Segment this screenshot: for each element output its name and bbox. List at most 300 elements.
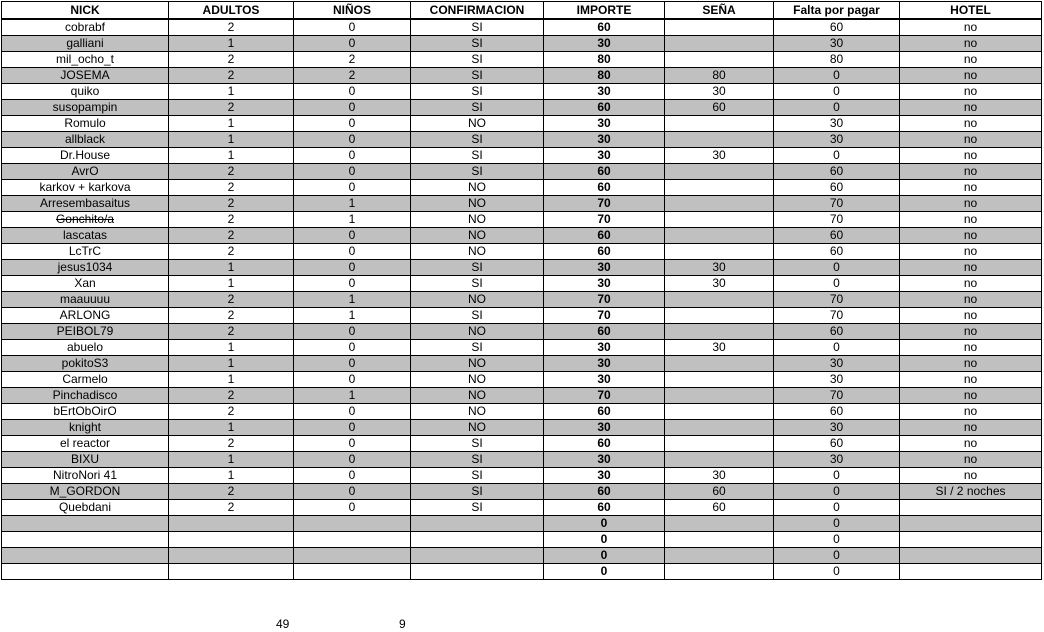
cell-nick[interactable]: Pinchadisco (2, 388, 169, 404)
cell-hotel[interactable]: no (900, 68, 1042, 84)
cell-nick[interactable]: JOSEMA (2, 68, 169, 84)
cell-ninos[interactable]: 0 (294, 276, 411, 292)
cell-ninos[interactable]: 0 (294, 452, 411, 468)
cell-adultos[interactable]: 1 (169, 340, 294, 356)
cell-nick[interactable]: allblack (2, 132, 169, 148)
cell-adultos[interactable]: 1 (169, 36, 294, 52)
cell-confirmacion[interactable]: NO (411, 228, 544, 244)
cell-ninos[interactable]: 0 (294, 468, 411, 484)
cell-hotel[interactable]: no (900, 436, 1042, 452)
cell-confirmacion[interactable]: SI (411, 452, 544, 468)
cell-confirmacion[interactable]: SI (411, 484, 544, 500)
cell-adultos[interactable]: 1 (169, 356, 294, 372)
cell-importe[interactable]: 30 (544, 260, 665, 276)
cell-hotel[interactable]: no (900, 84, 1042, 100)
cell-sena[interactable] (665, 548, 774, 564)
cell-confirmacion[interactable]: NO (411, 356, 544, 372)
cell-nick[interactable]: mil_ocho_t (2, 52, 169, 68)
cell-sena[interactable] (665, 564, 774, 580)
cell-ninos[interactable]: 1 (294, 388, 411, 404)
cell-importe[interactable]: 30 (544, 468, 665, 484)
cell-falta[interactable]: 0 (774, 148, 900, 164)
header-hotel[interactable]: HOTEL (900, 2, 1042, 20)
cell-ninos[interactable]: 2 (294, 68, 411, 84)
cell-hotel[interactable]: no (900, 132, 1042, 148)
cell-adultos[interactable]: 2 (169, 196, 294, 212)
cell-ninos[interactable]: 0 (294, 484, 411, 500)
cell-sena[interactable] (665, 372, 774, 388)
cell-sena[interactable]: 30 (665, 468, 774, 484)
table-row (2, 148, 1042, 164)
header-importe[interactable]: IMPORTE (544, 2, 665, 20)
cell-nick[interactable]: pokitoS3 (2, 356, 169, 372)
cell-confirmacion[interactable]: SI (411, 260, 544, 276)
cell-importe[interactable]: 60 (544, 100, 665, 116)
cell-sena[interactable] (665, 356, 774, 372)
cell-confirmacion[interactable]: SI (411, 340, 544, 356)
cell-falta[interactable]: 0 (774, 500, 900, 516)
cell-adultos[interactable]: 1 (169, 132, 294, 148)
cell-hotel[interactable]: no (900, 164, 1042, 180)
cell-adultos[interactable] (169, 564, 294, 580)
cell-nick[interactable]: Carmelo (2, 372, 169, 388)
cell-ninos[interactable]: 0 (294, 228, 411, 244)
cell-confirmacion[interactable]: SI (411, 52, 544, 68)
header-nick[interactable]: NICK (2, 2, 169, 20)
cell-adultos[interactable]: 1 (169, 452, 294, 468)
cell-ninos[interactable] (294, 532, 411, 548)
cell-importe[interactable]: 0 (544, 548, 665, 564)
cell-ninos[interactable]: 0 (294, 19, 411, 36)
cell-hotel[interactable]: no (900, 100, 1042, 116)
cell-falta[interactable]: 30 (774, 452, 900, 468)
cell-nick[interactable]: bErtObOirO (2, 404, 169, 420)
cell-hotel[interactable] (900, 516, 1042, 532)
cell-adultos[interactable]: 2 (169, 180, 294, 196)
cell-importe[interactable]: 60 (544, 19, 665, 36)
cell-ninos[interactable]: 0 (294, 500, 411, 516)
cell-ninos[interactable]: 0 (294, 244, 411, 260)
cell-hotel[interactable]: no (900, 308, 1042, 324)
cell-hotel[interactable] (900, 500, 1042, 516)
cell-ninos[interactable]: 0 (294, 260, 411, 276)
cell-hotel[interactable] (900, 532, 1042, 548)
cell-nick[interactable]: NitroNori 41 (2, 468, 169, 484)
cell-adultos[interactable] (169, 532, 294, 548)
cell-ninos[interactable]: 0 (294, 36, 411, 52)
cell-ninos[interactable]: 0 (294, 420, 411, 436)
cell-sena[interactable] (665, 244, 774, 260)
cell-importe[interactable]: 30 (544, 452, 665, 468)
cell-falta[interactable]: 30 (774, 372, 900, 388)
cell-confirmacion[interactable]: NO (411, 244, 544, 260)
cell-falta[interactable]: 30 (774, 132, 900, 148)
cell-adultos[interactable]: 1 (169, 260, 294, 276)
cell-falta[interactable]: 30 (774, 36, 900, 52)
cell-confirmacion[interactable]: SI (411, 436, 544, 452)
cell-ninos[interactable]: 0 (294, 404, 411, 420)
cell-confirmacion[interactable]: SI (411, 148, 544, 164)
cell-falta[interactable]: 70 (774, 388, 900, 404)
cell-ninos[interactable]: 0 (294, 100, 411, 116)
cell-confirmacion[interactable]: SI (411, 468, 544, 484)
cell-ninos[interactable]: 0 (294, 372, 411, 388)
cell-confirmacion[interactable] (411, 532, 544, 548)
cell-hotel[interactable]: no (900, 372, 1042, 388)
cell-hotel[interactable]: no (900, 420, 1042, 436)
cell-nick[interactable]: Quebdani (2, 500, 169, 516)
cell-nick[interactable]: Romulo (2, 116, 169, 132)
cell-ninos[interactable]: 0 (294, 132, 411, 148)
cell-hotel[interactable]: SI / 2 noches (900, 484, 1042, 500)
cell-adultos[interactable] (169, 516, 294, 532)
cell-importe[interactable]: 80 (544, 52, 665, 68)
total-ninos[interactable]: 9 (399, 617, 406, 631)
cell-hotel[interactable]: no (900, 324, 1042, 340)
header-confirmacion[interactable]: CONFIRMACION (411, 2, 544, 20)
cell-importe[interactable]: 0 (544, 564, 665, 580)
cell-confirmacion[interactable]: NO (411, 324, 544, 340)
cell-adultos[interactable]: 2 (169, 484, 294, 500)
header-sena[interactable]: SEÑA (665, 2, 774, 20)
cell-ninos[interactable]: 1 (294, 196, 411, 212)
cell-sena[interactable]: 30 (665, 340, 774, 356)
cell-falta[interactable]: 30 (774, 116, 900, 132)
cell-nick[interactable]: Xan (2, 276, 169, 292)
cell-sena[interactable]: 30 (665, 260, 774, 276)
cell-nick[interactable]: Gonchito/a (2, 212, 169, 228)
cell-hotel[interactable]: no (900, 212, 1042, 228)
cell-adultos[interactable]: 1 (169, 468, 294, 484)
cell-adultos[interactable]: 1 (169, 148, 294, 164)
cell-falta[interactable]: 0 (774, 100, 900, 116)
cell-falta[interactable]: 0 (774, 68, 900, 84)
cell-falta[interactable]: 60 (774, 180, 900, 196)
cell-sena[interactable] (665, 212, 774, 228)
cell-nick[interactable]: Dr.House (2, 148, 169, 164)
cell-ninos[interactable]: 0 (294, 164, 411, 180)
cell-sena[interactable] (665, 36, 774, 52)
cell-hotel[interactable] (900, 548, 1042, 564)
cell-sena[interactable]: 30 (665, 84, 774, 100)
cell-sena[interactable] (665, 436, 774, 452)
cell-confirmacion[interactable]: SI (411, 500, 544, 516)
cell-importe[interactable]: 60 (544, 500, 665, 516)
cell-adultos[interactable]: 2 (169, 228, 294, 244)
cell-importe[interactable]: 60 (544, 244, 665, 260)
table-row (2, 52, 1042, 68)
cell-confirmacion[interactable]: SI (411, 164, 544, 180)
cell-importe[interactable]: 60 (544, 164, 665, 180)
cell-nick[interactable]: galliani (2, 36, 169, 52)
cell-ninos[interactable]: 0 (294, 356, 411, 372)
cell-nick[interactable]: cobrabf (2, 19, 169, 36)
cell-hotel[interactable]: no (900, 36, 1042, 52)
cell-confirmacion[interactable]: SI (411, 36, 544, 52)
cell-hotel[interactable]: no (900, 52, 1042, 68)
cell-confirmacion[interactable]: SI (411, 84, 544, 100)
cell-falta[interactable]: 0 (774, 468, 900, 484)
table-row (2, 276, 1042, 292)
cell-importe[interactable]: 80 (544, 68, 665, 84)
cell-adultos[interactable]: 2 (169, 212, 294, 228)
cell-sena[interactable] (665, 516, 774, 532)
cell-sena[interactable] (665, 180, 774, 196)
cell-nick[interactable]: Arresembasaitus (2, 196, 169, 212)
cell-falta[interactable]: 0 (774, 548, 900, 564)
cell-sena[interactable] (665, 292, 774, 308)
cell-hotel[interactable]: no (900, 452, 1042, 468)
cell-adultos[interactable]: 2 (169, 500, 294, 516)
cell-confirmacion[interactable]: SI (411, 276, 544, 292)
table-row (2, 436, 1042, 452)
cell-confirmacion[interactable]: SI (411, 308, 544, 324)
cell-sena[interactable] (665, 308, 774, 324)
cell-adultos[interactable]: 1 (169, 420, 294, 436)
cell-sena[interactable] (665, 388, 774, 404)
cell-confirmacion[interactable]: NO (411, 116, 544, 132)
cell-importe[interactable]: 0 (544, 516, 665, 532)
cell-nick[interactable]: el reactor (2, 436, 169, 452)
cell-confirmacion[interactable]: NO (411, 420, 544, 436)
cell-nick[interactable]: LcTrC (2, 244, 169, 260)
cell-sena[interactable]: 60 (665, 500, 774, 516)
cell-sena[interactable] (665, 324, 774, 340)
header-falta[interactable]: Falta por pagar (774, 2, 900, 20)
cell-ninos[interactable]: 1 (294, 292, 411, 308)
header-row (2, 2, 1042, 20)
cell-ninos[interactable]: 0 (294, 84, 411, 100)
cell-sena[interactable] (665, 452, 774, 468)
cell-adultos[interactable]: 2 (169, 164, 294, 180)
cell-ninos[interactable]: 1 (294, 212, 411, 228)
cell-importe[interactable]: 30 (544, 148, 665, 164)
cell-nick[interactable]: ARLONG (2, 308, 169, 324)
cell-hotel[interactable]: no (900, 244, 1042, 260)
cell-confirmacion[interactable]: SI (411, 19, 544, 36)
cell-hotel[interactable]: no (900, 468, 1042, 484)
cell-nick[interactable]: quiko (2, 84, 169, 100)
cell-confirmacion[interactable]: SI (411, 132, 544, 148)
cell-importe[interactable]: 60 (544, 324, 665, 340)
cell-falta[interactable]: 60 (774, 164, 900, 180)
cell-confirmacion[interactable]: SI (411, 100, 544, 116)
cell-confirmacion[interactable] (411, 564, 544, 580)
cell-falta[interactable]: 70 (774, 196, 900, 212)
cell-ninos[interactable]: 2 (294, 52, 411, 68)
cell-ninos[interactable] (294, 516, 411, 532)
cell-importe[interactable]: 60 (544, 180, 665, 196)
cell-hotel[interactable]: no (900, 260, 1042, 276)
cell-sena[interactable]: 30 (665, 148, 774, 164)
cell-nick[interactable]: susopampin (2, 100, 169, 116)
table-row (2, 212, 1042, 228)
cell-importe[interactable]: 30 (544, 372, 665, 388)
cell-falta[interactable]: 60 (774, 404, 900, 420)
cell-nick[interactable] (2, 564, 169, 580)
cell-falta[interactable]: 30 (774, 356, 900, 372)
total-adultos[interactable]: 49 (276, 617, 290, 631)
cell-sena[interactable]: 60 (665, 484, 774, 500)
cell-importe[interactable]: 60 (544, 228, 665, 244)
cell-confirmacion[interactable]: NO (411, 212, 544, 228)
cell-falta[interactable]: 0 (774, 84, 900, 100)
cell-falta[interactable]: 60 (774, 436, 900, 452)
cell-falta[interactable]: 60 (774, 19, 900, 36)
cell-confirmacion[interactable]: NO (411, 404, 544, 420)
cell-confirmacion[interactable] (411, 516, 544, 532)
cell-falta[interactable]: 0 (774, 484, 900, 500)
cell-sena[interactable] (665, 420, 774, 436)
cell-ninos[interactable]: 0 (294, 340, 411, 356)
cell-importe[interactable]: 30 (544, 420, 665, 436)
header-ninos[interactable]: NIÑOS (294, 2, 411, 20)
table-row (2, 180, 1042, 196)
cell-adultos[interactable]: 2 (169, 19, 294, 36)
cell-ninos[interactable]: 0 (294, 116, 411, 132)
cell-nick[interactable] (2, 548, 169, 564)
cell-importe[interactable]: 30 (544, 84, 665, 100)
cell-confirmacion[interactable]: NO (411, 372, 544, 388)
cell-sena[interactable] (665, 132, 774, 148)
cell-sena[interactable] (665, 116, 774, 132)
table-row (2, 564, 1042, 580)
cell-ninos[interactable]: 0 (294, 324, 411, 340)
cell-sena[interactable]: 30 (665, 276, 774, 292)
cell-ninos[interactable]: 0 (294, 436, 411, 452)
cell-importe[interactable]: 30 (544, 356, 665, 372)
cell-hotel[interactable]: no (900, 148, 1042, 164)
cell-confirmacion[interactable] (411, 548, 544, 564)
cell-hotel[interactable]: no (900, 196, 1042, 212)
cell-adultos[interactable]: 2 (169, 388, 294, 404)
cell-falta[interactable]: 0 (774, 532, 900, 548)
cell-importe[interactable]: 30 (544, 340, 665, 356)
cell-importe[interactable]: 30 (544, 36, 665, 52)
cell-adultos[interactable]: 2 (169, 292, 294, 308)
cell-adultos[interactable]: 2 (169, 308, 294, 324)
cell-sena[interactable] (665, 196, 774, 212)
cell-importe[interactable]: 60 (544, 404, 665, 420)
cell-importe[interactable]: 30 (544, 276, 665, 292)
cell-nick[interactable]: AvrO (2, 164, 169, 180)
cell-adultos[interactable]: 2 (169, 68, 294, 84)
cell-nick[interactable]: BIXU (2, 452, 169, 468)
cell-ninos[interactable]: 0 (294, 180, 411, 196)
cell-nick[interactable]: knight (2, 420, 169, 436)
cell-adultos[interactable]: 1 (169, 276, 294, 292)
cell-falta[interactable]: 60 (774, 324, 900, 340)
cell-nick[interactable]: karkov + karkova (2, 180, 169, 196)
cell-nick[interactable] (2, 532, 169, 548)
cell-hotel[interactable]: no (900, 276, 1042, 292)
cell-nick[interactable]: maauuuu (2, 292, 169, 308)
cell-nick[interactable]: PEIBOL79 (2, 324, 169, 340)
cell-hotel[interactable]: no (900, 180, 1042, 196)
cell-ninos[interactable] (294, 548, 411, 564)
cell-adultos[interactable]: 1 (169, 116, 294, 132)
cell-falta[interactable]: 70 (774, 308, 900, 324)
cell-ninos[interactable] (294, 564, 411, 580)
cell-falta[interactable]: 0 (774, 564, 900, 580)
cell-adultos[interactable]: 2 (169, 436, 294, 452)
cell-confirmacion[interactable]: NO (411, 388, 544, 404)
cell-importe[interactable]: 30 (544, 132, 665, 148)
cell-importe[interactable]: 0 (544, 532, 665, 548)
cell-importe[interactable]: 70 (544, 196, 665, 212)
cell-ninos[interactable]: 0 (294, 148, 411, 164)
cell-hotel[interactable]: no (900, 404, 1042, 420)
cell-falta[interactable]: 70 (774, 292, 900, 308)
cell-falta[interactable]: 80 (774, 52, 900, 68)
cell-importe[interactable]: 70 (544, 212, 665, 228)
cell-nick[interactable]: M_GORDON (2, 484, 169, 500)
cell-hotel[interactable]: no (900, 356, 1042, 372)
cell-falta[interactable]: 60 (774, 244, 900, 260)
cell-hotel[interactable]: no (900, 116, 1042, 132)
cell-sena[interactable] (665, 404, 774, 420)
cell-importe[interactable]: 30 (544, 116, 665, 132)
cell-importe[interactable]: 70 (544, 388, 665, 404)
cell-sena[interactable] (665, 228, 774, 244)
cell-falta[interactable]: 70 (774, 212, 900, 228)
cell-sena[interactable] (665, 19, 774, 36)
cell-hotel[interactable]: no (900, 340, 1042, 356)
cell-hotel[interactable]: no (900, 228, 1042, 244)
cell-hotel[interactable]: no (900, 19, 1042, 36)
cell-importe[interactable]: 70 (544, 308, 665, 324)
cell-nick[interactable]: abuelo (2, 340, 169, 356)
cell-confirmacion[interactable]: NO (411, 180, 544, 196)
cell-nick[interactable]: lascatas (2, 228, 169, 244)
cell-adultos[interactable] (169, 548, 294, 564)
cell-falta[interactable]: 60 (774, 228, 900, 244)
cell-nick[interactable] (2, 516, 169, 532)
cell-adultos[interactable]: 2 (169, 324, 294, 340)
cell-sena[interactable] (665, 164, 774, 180)
cell-falta[interactable]: 0 (774, 340, 900, 356)
cell-adultos[interactable]: 2 (169, 100, 294, 116)
cell-falta[interactable]: 0 (774, 516, 900, 532)
cell-confirmacion[interactable]: NO (411, 196, 544, 212)
table-row (2, 84, 1042, 100)
cell-falta[interactable]: 30 (774, 420, 900, 436)
cell-ninos[interactable]: 1 (294, 308, 411, 324)
cell-hotel[interactable] (900, 564, 1042, 580)
cell-adultos[interactable]: 2 (169, 404, 294, 420)
cell-importe[interactable]: 70 (544, 292, 665, 308)
cell-confirmacion[interactable]: NO (411, 292, 544, 308)
cell-adultos[interactable]: 1 (169, 84, 294, 100)
cell-importe[interactable]: 60 (544, 484, 665, 500)
cell-sena[interactable]: 80 (665, 68, 774, 84)
cell-sena[interactable]: 60 (665, 100, 774, 116)
header-adultos[interactable]: ADULTOS (169, 2, 294, 20)
cell-adultos[interactable]: 1 (169, 372, 294, 388)
cell-nick[interactable]: jesus1034 (2, 260, 169, 276)
cell-confirmacion[interactable]: SI (411, 68, 544, 84)
cell-sena[interactable] (665, 52, 774, 68)
cell-importe[interactable]: 60 (544, 436, 665, 452)
cell-adultos[interactable]: 2 (169, 52, 294, 68)
cell-falta[interactable]: 0 (774, 276, 900, 292)
cell-hotel[interactable]: no (900, 388, 1042, 404)
cell-sena[interactable] (665, 532, 774, 548)
cell-adultos[interactable]: 2 (169, 244, 294, 260)
table-row (2, 260, 1042, 276)
cell-falta[interactable]: 0 (774, 260, 900, 276)
cell-hotel[interactable]: no (900, 292, 1042, 308)
